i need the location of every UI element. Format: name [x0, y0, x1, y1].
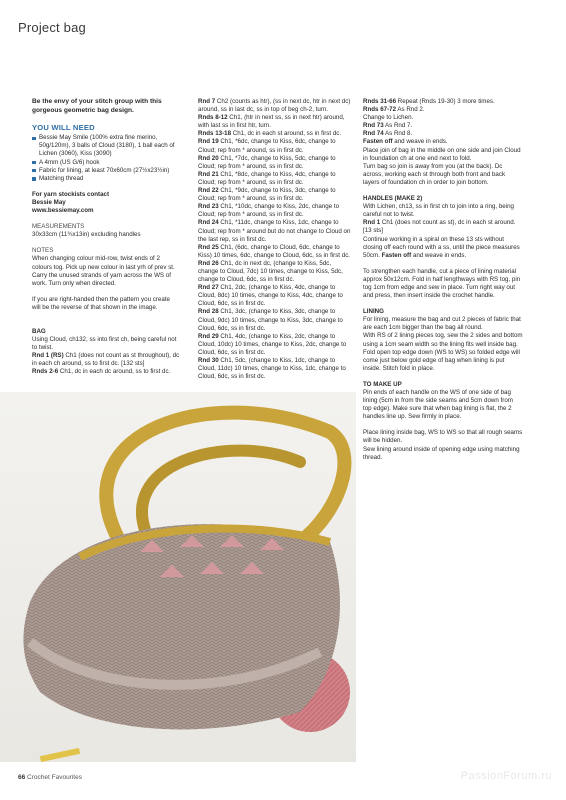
handles-intro: With Lichen, ch13, ss in first ch to join into a ring, being careful not to twist.	[363, 203, 514, 219]
handles-heading: HANDLES (MAKE 2)	[363, 195, 423, 203]
round-row	[363, 130, 523, 138]
intro-text: Be the envy of your stitch group with this gorgeous geometric bag design.	[32, 98, 162, 114]
rnd-text: Ch1 (does not count as st throughout), dc in each ch around, ss to first dc. [132 sts]	[32, 352, 180, 368]
rnd-text: Ch1, 5dc, (change to Kiss, 1dc, change to Cloud, 11dc) 10 times, change to Kiss, 1dc, change to Cloud, 6dc, ss in first dc.	[198, 357, 346, 381]
you-will-need-heading: YOU WILL NEED	[32, 123, 95, 133]
column-intro	[32, 98, 180, 377]
rnd-text: As Rnd 7.	[383, 122, 413, 130]
rnd-label: Rnd 30	[198, 357, 219, 364]
rnd-label: Rnd 21	[198, 170, 219, 178]
rnd-text: Ch1, dc in next dc, (change to Kiss, 5dc, change to Cloud, 7dc) 10 times, change to Kiss, 5dc, change to Cloud, 6dc, ss in first dc.	[198, 259, 343, 284]
bag-rnd1	[32, 352, 180, 368]
rnd-label: Rnd 27	[198, 284, 219, 292]
rnd-label: Rnd 25	[198, 243, 219, 251]
round-row	[198, 98, 353, 114]
fasten-label: Fasten off	[381, 251, 412, 259]
page-footer	[18, 774, 82, 781]
continue-text: Continue working in a spiral on these 13 sts without closing off each round with a ss, until the piece measures 50cm.	[363, 235, 520, 259]
rnd-label: Rnd 1 (RS)	[32, 352, 64, 360]
rnd-label: Rnd 22	[198, 187, 219, 195]
rnd-label: Rnd 73	[363, 122, 384, 130]
round-row	[198, 138, 353, 154]
watermark: PassionForum.ru	[460, 770, 552, 782]
rnd-text: Ch1 (does not count as st), dc in each st around. [13 sts]	[363, 219, 516, 235]
round-row	[198, 203, 353, 219]
measurements-text: 30x33cm (11¾x13in) excluding handles	[32, 231, 141, 239]
column-finishing	[363, 98, 523, 462]
rnd-label: Rnd 74	[363, 130, 384, 138]
rnd-text: Ch1, 3dc, (change to Kiss, 3dc, change to Cloud, 9dc) 10 times, change to Kiss, 3dc, change to Cloud, 6dc, ss in first dc.	[198, 308, 343, 332]
materials-list	[32, 134, 180, 183]
bag-rnds2-6	[32, 368, 180, 376]
rnd-label: Rnds 31-66	[363, 98, 397, 105]
handles-continue	[363, 236, 523, 260]
round-row	[363, 98, 523, 106]
bag-intro: Using Cloud, ch132, ss into first ch, being careful not to twist.	[32, 336, 177, 352]
rnd-label: Rnd 19	[198, 138, 219, 146]
magazine-name: Crochet Favourites	[27, 774, 82, 781]
lining-text-1: For lining, measure the bag and cut 2 pieces of fabric that are each 1cm bigger than the bag all round.	[363, 316, 521, 332]
measurements-heading: MEASUREMENTS	[32, 223, 85, 231]
rnd-text: Ch1, *10dc, change to Kiss, 2dc, change to Cloud; rep from * around, ss in first dc.	[198, 203, 340, 219]
round-row	[198, 155, 353, 171]
stockists-url[interactable]: www.bessiemay.com	[32, 207, 94, 215]
list-item: Bessie May Smile (100% extra fine merino, 50g/120m), 3 balls of Cloud (3180), 1 ball each of Lichen (3060), Kiss (3090)	[32, 134, 180, 158]
page-title: Project bag	[18, 20, 86, 35]
make-up-text-1: Pin ends of each handle on the WS of one side of bag lining (5cm in from the side seams and 5cm down from top edge). Make sure that when bag lining is flat, the 2 handles line up. Sew firmly in place.	[363, 389, 513, 421]
handles-rnd1	[363, 219, 523, 235]
round-row	[198, 284, 353, 308]
round-row	[198, 114, 353, 130]
fasten-text: and weave in ends.	[392, 138, 448, 146]
rnd-label: Rnds 67-72	[363, 106, 397, 114]
fasten-off-row	[363, 138, 523, 146]
column-rounds	[198, 98, 353, 381]
round-row	[363, 122, 523, 130]
list-item: Fabric for lining, at least 70x60cm (27½x23½in)	[32, 167, 180, 175]
rnd-label: Rnds 8-12	[198, 114, 228, 122]
rnd-text: Ch1, *9dc, change to Kiss, 3dc, change to Cloud; rep from * around, ss in first dc.	[198, 187, 336, 203]
lining-heading: LINING	[363, 308, 384, 316]
rnd-label: Rnd 7	[198, 98, 216, 105]
rnd-label: Rnd 29	[198, 332, 219, 340]
rnd-text: Ch1, (6dc, change to Cloud, 6dc, change to Kiss) 10 times, 6dc, change to Cloud, 6dc, ss in first dc.	[198, 243, 351, 259]
rnd-text: As Rnd 8.	[383, 130, 413, 138]
rnd-text: Ch1, *6dc, change to Kiss, 6dc, change to Cloud; rep from * around, ss in first dc.	[198, 138, 336, 154]
rnd-label: Rnd 23	[198, 203, 219, 211]
notes-text-2: If you are right-handed then the pattern you create will be the reverse of that shown in the image.	[32, 295, 170, 311]
rnd-label: Rnds 2-6	[32, 368, 59, 376]
bag-photo	[0, 392, 356, 762]
round-row	[198, 219, 353, 243]
stockists-name: Bessie May	[32, 198, 66, 206]
round-row	[198, 171, 353, 187]
round-row	[198, 187, 353, 203]
rnd-text: Ch1, 2dc, (change to Kiss, 4dc, change to Cloud, 8dc) 10 times, change to Kiss, 4dc, change to Cloud, 6dc, ss in first dc.	[198, 284, 343, 308]
rnd-text: Ch1, dc in each st around, ss in first dc.	[231, 130, 342, 138]
rnd-text: Ch1, 4dc, (change to Kiss, 2dc, change to Cloud, 10dc) 10 times, change to Kiss, 2dc, change to Cloud, 6dc, ss in first dc.	[198, 332, 347, 356]
rnd-label: Rnds 13-18	[198, 130, 232, 138]
rnd-text: Repeat (Rnds 19-30) 3 more times.	[396, 98, 495, 105]
round-row	[198, 130, 353, 138]
rnd-label: Rnd 28	[198, 308, 219, 316]
list-item: Matching thread	[32, 175, 180, 183]
stockists-line: For yarn stockists contact	[32, 190, 110, 198]
rnd-label: Rnd 24	[198, 219, 219, 227]
fasten-label: Fasten off	[363, 138, 393, 146]
notes-text-1: When changing colour mid-row, twist ends of 2 colours tog. Pick up new colour in last yrh of prev st. Carry the unused strands of yarn across the WS of work. Turn only when directed.	[32, 255, 175, 287]
rnd-text: Ch1, dc in each dc around, ss to first dc.	[58, 368, 171, 376]
round-row	[198, 244, 353, 260]
fasten-text: and weave in ends.	[411, 251, 467, 259]
rnd-text: Ch1, (htr in next ss, ss in next htr) around, with last ss in first htr, turn.	[198, 114, 345, 130]
rnd-label: Rnd 26	[198, 259, 219, 267]
page-number: 66	[18, 774, 26, 781]
notes-heading: NOTES	[32, 247, 54, 255]
rnd-label: Rnd 1	[363, 219, 381, 227]
round-row	[198, 333, 353, 357]
round-row	[198, 308, 353, 332]
rnd-label: Rnd 20	[198, 154, 219, 162]
make-up-text-3: Sew lining around inside of opening edge using matching thread.	[363, 445, 520, 461]
strengthen-text: To strengthen each handle, cut a piece of lining material approx 50x12cm. Fold in half lengthways with RS tog, pin tog 1cm from edge and sew in place. Turn right way out and press, then insert inside the crochet handle.	[363, 267, 521, 300]
rnd-text: Change to Lichen.	[363, 114, 414, 122]
round-row	[363, 106, 523, 114]
round-row	[198, 357, 353, 381]
turn-text: Turn bag so join is away from you (at the back). Dc across, working each st through both front and back layers of foundation ch in order to join bottom.	[363, 162, 506, 186]
lining-text-2: With RS of 2 lining pieces tog, sew the 2 sides and bottom using a 1cm seam width so the lining fits well inside bag.	[363, 332, 523, 348]
lining-text-3: Fold open top edge down (WS to WS) so folded edge will come just below gold edge of bag when lining is put inside. Stitch fold in place.	[363, 348, 520, 372]
make-up-heading: TO MAKE UP	[363, 380, 402, 388]
rnd-text: As Rnd 2.	[396, 106, 425, 114]
rnd-text: Ch1, *8dc, change to Kiss, 4dc, change to Cloud; rep from * around, ss in first dc.	[198, 170, 336, 186]
round-row	[198, 260, 353, 284]
rnd-text: Ch1, *11dc, change to Kiss, 1dc, change to Cloud; rep from * around but do not change to Cloud on the last rep, ss in first dc.	[198, 219, 351, 243]
rnd-text: Ch2 (counts as htr), (ss in next dc, htr in next dc) around, ss in last dc, ss in top of beg ch-2, turn.	[198, 98, 351, 114]
rnd-text: Ch1, *7dc, change to Kiss, 5dc, change to Cloud; rep from * around, ss in first dc.	[198, 154, 336, 170]
list-item: A 4mm (US G/6) hook	[32, 159, 180, 167]
join-text: Place join of bag in the middle on one side and join Cloud in foundation ch at one end next to fold.	[363, 146, 521, 162]
make-up-text-2: Place lining inside bag, WS to WS so that all rough seams will be hidden.	[363, 429, 523, 445]
round-row	[363, 114, 523, 122]
bag-heading: BAG	[32, 327, 46, 335]
